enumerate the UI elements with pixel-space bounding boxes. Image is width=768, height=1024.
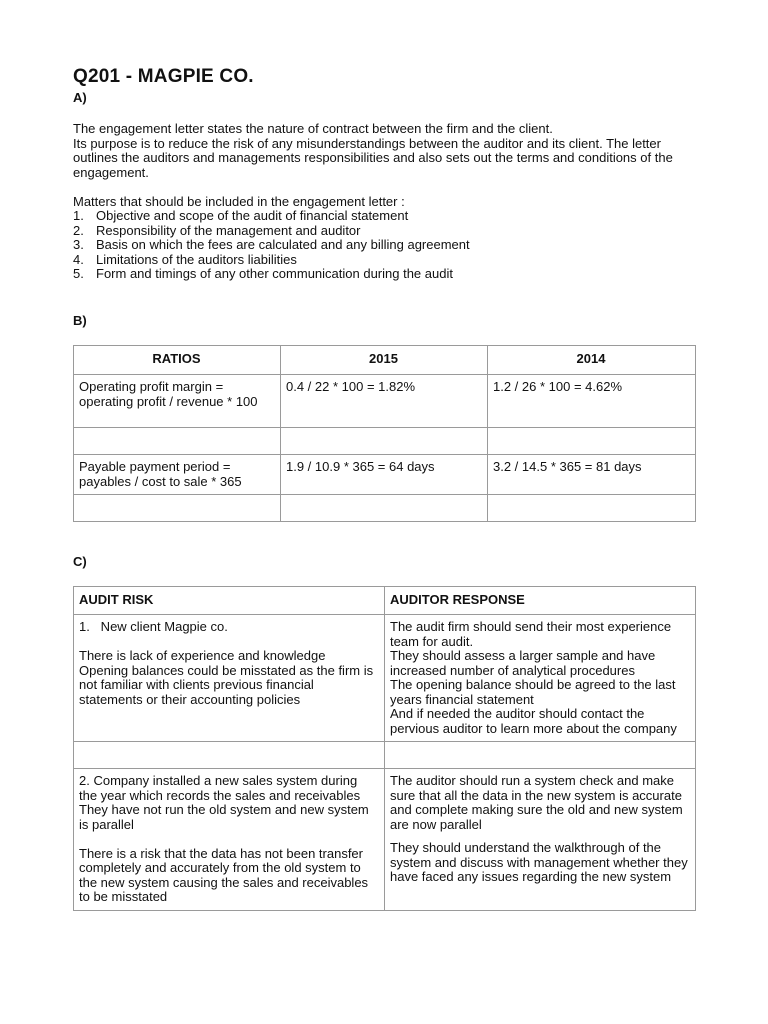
header-cell: 2015: [281, 346, 488, 375]
list-item: [73, 267, 695, 282]
response-line: The audit firm should send their most experience team for audit.: [390, 619, 672, 649]
section-a-label: A): [73, 90, 87, 105]
risk-cell: [74, 769, 385, 911]
ratios-table: [73, 345, 696, 522]
list-item: [73, 209, 695, 224]
table-row: [74, 769, 696, 911]
table-cell: [74, 495, 281, 522]
risk-body: There is lack of experience and knowledge Opening balances could be misstated as the firm is not familiar with clients previous financial statements or their accounting policies: [79, 648, 374, 707]
risk-title: 2. Company installed a new sales system during the year which records the sales and receivables: [79, 773, 361, 803]
section-b-label: B): [73, 313, 87, 328]
table-cell: 3.2 / 14.5 * 365 = 81 days: [488, 455, 696, 495]
list-number: 1.: [73, 208, 84, 223]
list-number: 2.: [73, 222, 84, 238]
header-cell: AUDIT RISK: [74, 587, 385, 615]
list-item: [73, 238, 695, 253]
audit-risk-table: [73, 586, 696, 911]
list-item: [73, 224, 695, 239]
table-row: [74, 615, 696, 742]
table-cell: 1.9 / 10.9 * 365 = 64 days: [281, 455, 488, 495]
table-row-empty: [74, 428, 696, 455]
table-header-row: [74, 346, 696, 375]
table-cell: [281, 495, 488, 522]
table-cell: [281, 428, 488, 455]
table-cell: [74, 428, 281, 455]
response-line: And if needed the auditor should contact the pervious auditor to learn more about the company: [390, 706, 677, 736]
response-paragraph: They should understand the walkthrough of the system and discuss with management whether they have faced any issues regarding the new system: [390, 840, 688, 884]
table-header-row: [74, 587, 696, 615]
table-cell: 1.2 / 26 * 100 = 4.62%: [488, 375, 696, 428]
matters-heading: Matters that should be included in the engagement letter :: [73, 193, 405, 209]
table-row-empty: [74, 495, 696, 522]
table-cell: [74, 742, 385, 769]
table-cell: Operating profit margin = operating profit / revenue * 100: [74, 375, 281, 428]
response-line: The opening balance should be agreed to the last years financial statement: [390, 677, 676, 707]
table-row-empty: [74, 742, 696, 769]
risk-cell: [74, 615, 385, 742]
list-text: Limitations of the auditors liabilities: [96, 251, 297, 267]
list-item: [73, 253, 695, 268]
list-text: Basis on which the fees are calculated and any billing agreement: [96, 237, 470, 252]
list-number: 3.: [73, 237, 84, 252]
risk-body: There is a risk that the data has not been transfer completely and accurately from the old system to the new system causing the sales and receivables to be misstated: [79, 845, 369, 904]
document-page: [73, 66, 695, 904]
table-cell: [488, 428, 696, 455]
table-cell: [385, 742, 696, 769]
list-number: 5.: [73, 266, 84, 281]
header-cell: AUDITOR RESPONSE: [385, 587, 696, 615]
section-c-label: C): [73, 554, 87, 569]
list-number: 4.: [73, 251, 84, 267]
table-cell: 0.4 / 22 * 100 = 1.82%: [281, 375, 488, 428]
table-row: [74, 375, 696, 428]
response-line: They should assess a larger sample and have increased number of analytical procedures: [390, 648, 656, 678]
response-paragraph: The auditor should run a system check and make sure that all the data in the new system is accurate and complete making sure the old and new system are now parallel: [390, 773, 683, 832]
header-cell: RATIOS: [74, 346, 281, 375]
table-row: [74, 455, 696, 495]
list-text: Form and timings of any other communication during the audit: [96, 266, 453, 281]
intro-line-2: Its purpose is to reduce the risk of any misunderstandings between the auditor and its client. The letter outlines the auditors and managements responsibilities and also sets out the terms and conditions of the engagement.: [73, 135, 673, 180]
risk-title: 1. New client Magpie co.: [79, 619, 228, 634]
risk-line: They have not run the old system and new system is parallel: [79, 802, 369, 832]
matters-list: [73, 209, 695, 282]
list-text: Responsibility of the management and auditor: [96, 222, 361, 238]
page-title: Q201 - MAGPIE CO.: [73, 66, 254, 87]
response-cell: [385, 769, 696, 911]
table-cell: [488, 495, 696, 522]
table-cell: Payable payment period = payables / cost to sale * 365: [74, 455, 281, 495]
intro-line-1: The engagement letter states the nature of contract between the firm and the client.: [73, 121, 553, 136]
response-cell: [385, 615, 696, 742]
list-text: Objective and scope of the audit of financial statement: [96, 208, 409, 223]
header-cell: 2014: [488, 346, 696, 375]
